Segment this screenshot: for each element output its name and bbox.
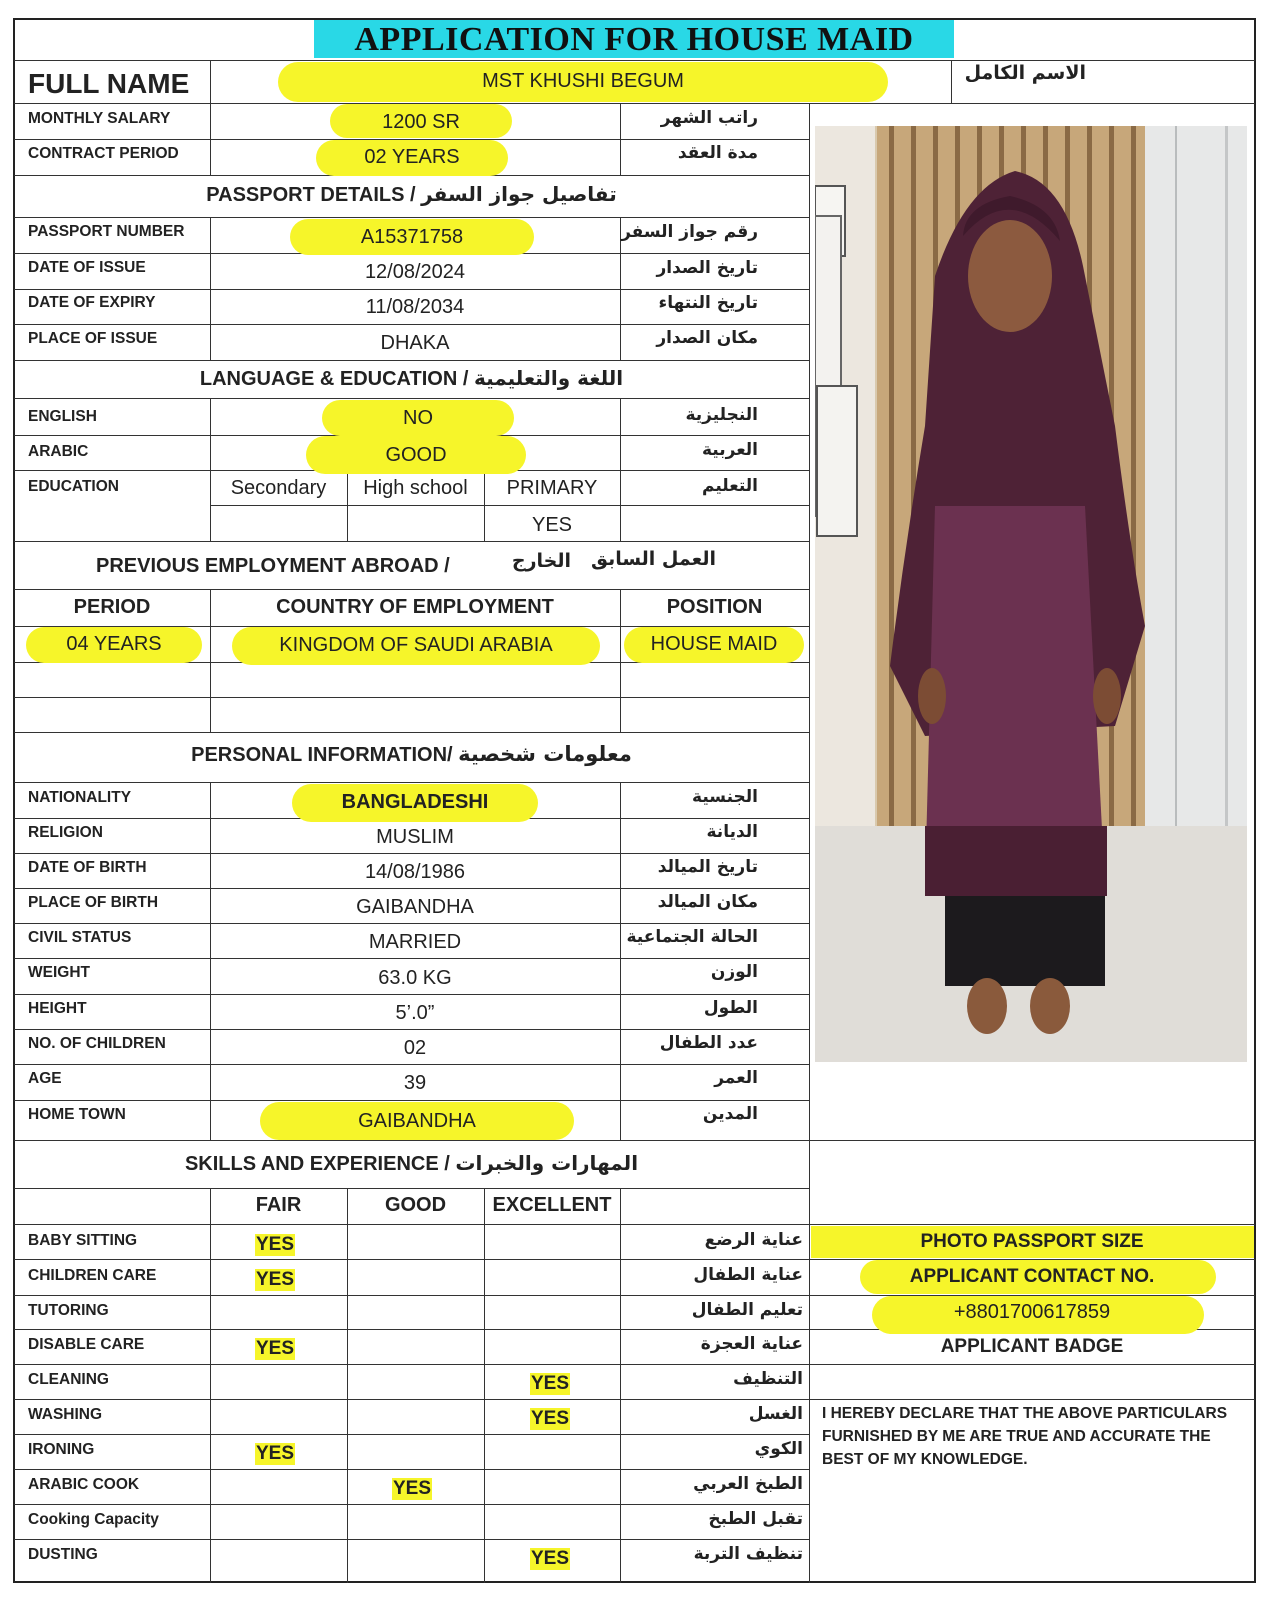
contract-label: CONTRACT PERIOD: [28, 145, 179, 162]
skill-label-ar: تنظيف التربة: [693, 1544, 803, 1564]
skill-label: DISABLE CARE: [28, 1336, 145, 1353]
employment-position-value: HOUSE MAID: [650, 633, 778, 655]
form-title: APPLICATION FOR HOUSE MAID: [314, 20, 954, 58]
salary-value: 1200 SR: [382, 111, 460, 133]
education-col-high-school: High school: [363, 477, 468, 499]
pob-value: GAIBANDHA: [356, 896, 474, 918]
divider: [14, 60, 1255, 61]
personal-heading: PERSONAL INFORMATION/ معلومات شخصية: [191, 742, 632, 766]
skill-label: CHILDREN CARE: [28, 1267, 157, 1284]
height-label-ar: الطول: [703, 998, 758, 1018]
expiry-date-label-ar: تاريخ النتهاء: [658, 293, 758, 313]
skill-label-ar: الغسل: [748, 1404, 803, 1424]
nationality-label: NATIONALITY: [28, 789, 132, 806]
divider: [14, 1364, 1255, 1365]
divider: [14, 732, 809, 733]
skills-col-fair: FAIR: [255, 1194, 302, 1216]
divider: [14, 853, 809, 854]
divider: [14, 958, 809, 959]
civil-status-label: CIVIL STATUS: [28, 929, 132, 946]
dob-value: 14/08/1986: [364, 861, 466, 883]
issue-date-label-ar: تاريخ الصدار: [656, 258, 758, 278]
divider: [210, 505, 809, 506]
declaration-text: I HEREBY DECLARE THAT THE ABOVE PARTICULARS FURNISHED BY ME ARE TRUE AND ACCURATE THE BEST OF MY KNOWLEDGE.: [822, 1405, 1228, 1468]
divider: [14, 324, 809, 325]
dob-label-ar: تاريخ الميالد: [657, 857, 758, 877]
divider: [14, 888, 809, 889]
divider: [14, 589, 809, 590]
divider: [210, 103, 211, 175]
divider: [620, 782, 621, 1140]
nationality-label-ar: الجنسية: [692, 787, 758, 807]
divider: [14, 923, 809, 924]
divider: [620, 103, 621, 175]
divider: [14, 1224, 1255, 1225]
english-value: NO: [403, 407, 433, 429]
dob-label: DATE OF BIRTH: [28, 859, 147, 876]
divider: [14, 1100, 809, 1101]
skill-yes-mark: YES: [531, 1373, 570, 1394]
religion-value: MUSLIM: [376, 826, 454, 848]
weight-label: WEIGHT: [28, 964, 90, 981]
divider: [347, 1188, 348, 1583]
weight-value: 63.0 KG: [378, 967, 452, 989]
photo-passport-size-label: PHOTO PASSPORT SIZE: [920, 1231, 1144, 1252]
skills-col-good: GOOD: [384, 1194, 447, 1216]
home-town-label-ar: المدين: [702, 1104, 758, 1124]
english-label-ar: النجليزية: [685, 405, 758, 425]
divider: [14, 994, 809, 995]
divider: [14, 1188, 809, 1189]
divider: [14, 1469, 809, 1470]
skill-label: TUTORING: [28, 1302, 109, 1319]
language-heading: LANGUAGE & EDUCATION / اللغة والتعليمية: [199, 366, 624, 390]
english-label: ENGLISH: [28, 408, 97, 425]
issue-date-label: DATE OF ISSUE: [28, 259, 146, 276]
religion-label: RELIGION: [28, 824, 103, 841]
education-label: EDUCATION: [28, 478, 119, 495]
skill-label-ar: الطبخ العربي: [693, 1474, 803, 1494]
employment-country-value: KINGDOM OF SAUDI ARABIA: [279, 634, 553, 656]
divider: [14, 217, 809, 218]
height-label: HEIGHT: [28, 1000, 87, 1017]
employment-period-value: 04 YEARS: [66, 633, 162, 655]
weight-label-ar: الوزن: [710, 962, 758, 982]
skill-label-ar: تقبل الطبخ: [708, 1509, 803, 1529]
place-of-issue-label-ar: مكان الصدار: [656, 328, 758, 348]
skill-label-ar: عناية الطفال: [693, 1265, 803, 1285]
full-name-value: MST KHUSHI BEGUM: [482, 70, 684, 92]
divider: [620, 1188, 621, 1583]
divider: [809, 103, 810, 1583]
expiry-date-value: 11/08/2034: [365, 296, 465, 318]
divider: [14, 782, 809, 783]
skill-label: ARABIC COOK: [28, 1476, 140, 1493]
skills-col-excellent: EXCELLENT: [492, 1194, 612, 1216]
applicant-photo: [815, 126, 1247, 1062]
expiry-date-label: DATE OF EXPIRY: [28, 294, 156, 311]
contract-value: 02 YEARS: [364, 146, 460, 168]
divider: [14, 1399, 1255, 1400]
place-of-issue-label: PLACE OF ISSUE: [28, 330, 158, 347]
passport-number-label-ar: رقم جواز السفر: [621, 222, 758, 242]
skill-yes-mark: YES: [256, 1338, 295, 1359]
children-label: NO. OF CHILDREN: [28, 1035, 166, 1052]
full-name-label: FULL NAME: [28, 68, 190, 99]
children-label-ar: عدد الطفال: [659, 1033, 758, 1053]
issue-date-value: 12/08/2024: [364, 261, 466, 283]
salary-label-ar: راتب الشهر: [660, 108, 758, 128]
divider: [14, 1029, 809, 1030]
skill-label-ar: الكوي: [754, 1439, 803, 1459]
passport-heading: PASSPORT DETAILS / تفاصيل جواز السفر: [206, 182, 617, 206]
pob-label-ar: مكان الميالد: [657, 892, 758, 912]
skill-label: CLEANING: [28, 1371, 109, 1388]
skill-label: DUSTING: [28, 1546, 98, 1563]
employment-heading-ar-2: العمل السابق: [590, 548, 716, 570]
skill-label: IRONING: [28, 1441, 95, 1458]
skill-yes-mark: YES: [256, 1443, 295, 1464]
skill-yes-mark: YES: [256, 1269, 295, 1290]
divider: [14, 1064, 809, 1065]
divider: [210, 398, 211, 541]
passport-number-value: A15371758: [360, 226, 464, 248]
home-town-value: GAIBANDHA: [358, 1110, 476, 1132]
contract-label-ar: مدة العقد: [677, 143, 758, 163]
arabic-label-ar: العربية: [701, 440, 758, 460]
education-value-primary: YES: [531, 514, 573, 536]
divider: [14, 103, 1255, 104]
divider: [210, 1188, 211, 1583]
education-col-secondary: Secondary: [230, 477, 327, 499]
divider: [951, 60, 952, 103]
pob-label: PLACE OF BIRTH: [28, 894, 159, 911]
education-label-ar: التعليم: [702, 476, 758, 496]
col-country: COUNTRY OF EMPLOYMENT: [276, 596, 554, 618]
applicant-badge-label: APPLICANT BADGE: [940, 1336, 1124, 1357]
skills-heading: SKILLS AND EXPERIENCE / المهارات والخبرات: [184, 1151, 639, 1175]
passport-number-label: PASSPORT NUMBER: [28, 223, 185, 240]
skill-label: WASHING: [28, 1406, 103, 1423]
skill-yes-mark: YES: [531, 1408, 570, 1429]
divider: [14, 541, 809, 542]
religion-label-ar: الديانة: [706, 822, 758, 842]
skill-label-ar: عناية العجزة: [700, 1334, 803, 1354]
divider: [14, 1539, 809, 1540]
age-label: AGE: [28, 1070, 62, 1087]
skill-label: BABY SITTING: [28, 1232, 138, 1249]
arabic-label: ARABIC: [28, 443, 89, 460]
civil-status-label-ar: الحالة الجتماعية: [626, 927, 758, 947]
divider: [14, 1140, 1255, 1141]
divider: [14, 398, 809, 399]
divider: [210, 60, 211, 103]
divider: [14, 1504, 809, 1505]
col-position: POSITION: [666, 596, 763, 618]
home-town-label: HOME TOWN: [28, 1106, 126, 1123]
divider: [484, 1188, 485, 1583]
skill-label: Cooking Capacity: [28, 1511, 159, 1528]
divider: [14, 697, 809, 698]
arabic-value: GOOD: [385, 444, 447, 466]
skill-label-ar: التنظيف: [733, 1369, 803, 1389]
divider: [14, 360, 809, 361]
civil-status-value: MARRIED: [368, 931, 462, 953]
height-value: 5’.0”: [395, 1002, 435, 1024]
divider: [620, 398, 621, 541]
employment-heading: PREVIOUS EMPLOYMENT ABROAD /: [96, 555, 450, 577]
divider: [14, 1434, 809, 1435]
full-name-label-ar: الاسم الكامل: [964, 62, 1086, 84]
nationality-value: BANGLADESHI: [341, 791, 489, 813]
salary-label: MONTHLY SALARY: [28, 110, 171, 127]
education-col-primary: PRIMARY: [506, 477, 598, 499]
place-of-issue-value: DHAKA: [380, 332, 450, 354]
col-period: PERIOD: [73, 596, 151, 618]
skill-yes-mark: YES: [531, 1548, 570, 1569]
skill-label-ar: تعليم الطفال: [691, 1300, 803, 1320]
skill-label-ar: عناية الرضع: [704, 1230, 803, 1250]
employment-heading-ar-1: الخارج: [511, 550, 571, 572]
skill-yes-mark: YES: [256, 1234, 295, 1255]
children-value: 02: [403, 1037, 427, 1059]
divider: [14, 289, 809, 290]
age-label-ar: العمر: [714, 1068, 758, 1088]
applicant-contact-label: APPLICANT CONTACT NO.: [909, 1266, 1155, 1287]
skill-yes-mark: YES: [393, 1478, 432, 1499]
age-value: 39: [403, 1072, 427, 1094]
applicant-contact-value: +8801700617859: [953, 1301, 1111, 1323]
